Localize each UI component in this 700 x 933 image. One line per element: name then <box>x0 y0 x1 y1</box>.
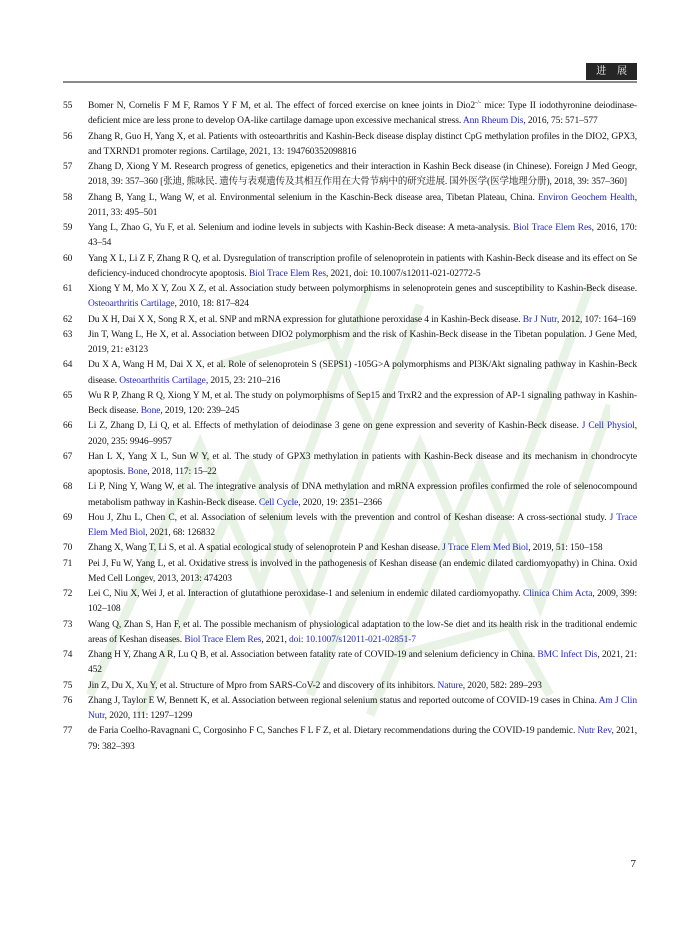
reference-text <box>88 252 637 283</box>
reference-number: 76 <box>63 695 73 706</box>
citation-text: , 2021, 68: 126832 <box>145 528 215 538</box>
section-tag: 进 展 <box>586 63 637 80</box>
citation-text: Hou J, Zhu L, Chen C, et al. Association of selenium levels with the prevention and control of Keshan disease: A cross-sectional study. <box>88 512 610 523</box>
reference-item <box>63 450 637 481</box>
reference-item <box>63 557 637 588</box>
citation-text: Li P, Ning Y, Wang W, et al. The integrative analysis of DNA methylation and mRNA expression profiles confirmed the role of selenocompound metabolism pathway in Kashin-Beck disease. <box>88 482 637 508</box>
citation-text: Zhang H Y, Zhang A R, Lu Q B, et al. Association between fatality rate of COVID-19 and selenium deficiency in China. <box>88 650 538 660</box>
citation-text: Zhang B, Yang L, Wang W, et al. Environmental selenium in the Kaschin-Beck disease area, Tibetan Plateau, China. <box>88 192 538 203</box>
reference-item <box>63 282 637 313</box>
reference-item <box>63 541 637 556</box>
citation-text: Xiong Y M, Mo X Y, Zou X Z, et al. Association study between polymorphisms in selenoprotein genes and susceptibility to Kashin-Beck disease. <box>88 284 637 294</box>
journal-link[interactable]: Am J Clin Nutr <box>88 695 637 721</box>
journal-link[interactable]: Nature <box>437 680 463 691</box>
reference-text <box>88 618 637 649</box>
reference-number: 56 <box>63 131 73 142</box>
citation-text: , 2021, <box>261 634 290 645</box>
journal-link[interactable]: doi: 10.1007/s12011-021-02851-7 <box>289 634 416 645</box>
citation-text: Yang X L, Li Z F, Zhang R Q, et al. Dysregulation of transcription profile of selenoprotein in patients with Kashin-Beck disease and its effect on Se deficiency-induced chondrocyte apoptosis. <box>88 253 637 279</box>
citation-text: Jin T, Wang L, He X, et al. Association between DIO2 polymorphism and the risk of Kashin-Beck disease in the Tibetan population. J Gene Med, 2019, 21: e3123 <box>88 329 637 355</box>
citation-text: Du X H, Dai X X, Song R X, et al. SNP and mRNA expression for glutathione peroxidase 4 in Kashin-Beck disease. <box>88 314 523 325</box>
citation-text: Wang Q, Zhan S, Han F, et al. The possible mechanism of physiological adaptation to the low-Se diet and its health risk in the traditional endemic areas of Keshan diseases. <box>88 619 637 645</box>
reference-number: 72 <box>63 589 73 599</box>
reference-number: 68 <box>63 482 73 493</box>
reference-item <box>63 389 637 420</box>
citation-text: Li Z, Zhang D, Li Q, et al. Effects of methylation of deiodinase 3 gene on gene expression and severity of Kashin-Beck disease. <box>88 421 582 432</box>
reference-item <box>63 160 637 191</box>
citation-text: , 2019, 120: 239–245 <box>160 406 240 416</box>
citation-text: Zhang X, Wang T, Li S, et al. A spatial ecological study of selenoprotein P and Keshan disease. <box>88 543 443 554</box>
reference-text <box>88 328 637 359</box>
reference-text <box>88 221 637 252</box>
citation-text: , 2018, 117: 15–22 <box>147 467 217 477</box>
reference-number: 74 <box>63 650 73 660</box>
citation-text: , 2011, 33: 495–501 <box>88 192 637 218</box>
citation-text: , 2020, 235: 9946–9957 <box>88 421 638 447</box>
citation-text: Du X A, Wang H M, Dai X X, et al. Role of selenoprotein S (SEPS1) -105G>A polymorphisms and PI3K/Akt signaling pathway in Kashin-Beck disease. <box>88 360 637 386</box>
reference-item <box>63 724 637 755</box>
reference-item <box>63 679 637 694</box>
reference-text <box>88 160 637 191</box>
journal-link[interactable]: Osteoarthritis Cartilage <box>88 299 175 310</box>
journal-link[interactable]: Nutr Rev <box>577 726 612 737</box>
journal-link[interactable]: J Trace Elem Med Biol <box>88 512 638 538</box>
reference-number: 62 <box>63 314 73 325</box>
reference-number: 64 <box>63 360 73 371</box>
reference-item <box>63 313 637 328</box>
reference-number: 59 <box>63 223 73 233</box>
journal-link[interactable]: J Cell Physiol <box>581 421 635 432</box>
citation-text: , 2020, 582: 289–293 <box>462 680 542 691</box>
reference-item <box>63 694 637 725</box>
citation-text: , 2019, 51: 150–158 <box>528 543 603 554</box>
citation-text: , 2009, 399: 102–108 <box>88 589 637 615</box>
reference-list <box>63 99 637 755</box>
reference-text <box>88 450 637 481</box>
reference-text <box>88 480 637 511</box>
reference-item <box>63 648 637 679</box>
journal-link[interactable]: J Trace Elem Med Biol <box>442 543 529 554</box>
reference-text <box>88 511 637 542</box>
citation-text: Zhang R, Guo H, Yang X, et al. Patients with osteoarthritis and Kashin-Beck disease display distinct CpG methylation profiles in the DIO2, GPX3, and TXRND1 promoter regions. Cartilage, 2021, 13: 194760352098816 <box>88 131 637 157</box>
journal-link[interactable]: Biol Trace Elem Res <box>512 223 592 233</box>
citation-text: Bomer N, Cornelis F M F, Ramos Y F M, et al. The effect of forced exercise on knee joints in Dio2 <box>88 101 476 111</box>
citation-text: , 2015, 23: 210–216 <box>205 375 281 386</box>
journal-link[interactable]: Ann Rheum Dis <box>462 116 524 127</box>
reference-number: 58 <box>63 192 73 203</box>
journal-link[interactable]: Clinica Chim Acta <box>522 589 593 599</box>
superscript-text: -/- <box>475 98 482 106</box>
citation-text: , 2010, 18: 817–824 <box>174 299 249 310</box>
reference-text <box>88 557 637 588</box>
reference-text <box>88 130 637 161</box>
reference-item <box>63 130 637 161</box>
header-rule <box>63 81 637 83</box>
citation-text: , 2021, 79: 382–393 <box>88 726 637 752</box>
reference-item <box>63 191 637 222</box>
citation-text: Han L X, Yang X L, Sun W Y, et al. The study of GPX3 methylation in patients with Kashin-Beck disease and its mechanism in chondrocyte apoptosis. <box>88 451 637 477</box>
citation-text: Lei C, Niu X, Wei J, et al. Interaction of glutathione peroxidase-1 and selenium in endemic dilated cardiomyopathy. <box>88 589 523 599</box>
reference-text <box>88 358 637 389</box>
reference-item <box>63 252 637 283</box>
reference-number: 57 <box>63 162 73 172</box>
journal-link[interactable]: Br J Nutr <box>522 314 557 325</box>
reference-number: 65 <box>63 390 73 401</box>
citation-text: Zhang D, Xiong Y M. Research progress of genetics, epigenetics and their interaction in Kashin Beck disease (in Chinese). Foreign J Med Geogr, 2018, 39: 357–360 [张迪, 熊咏民. 遗传与表观遗传及其相互作用在大骨节病中的研究进展. 国外医学(医学地理分册), 2018, 39: 357–360] <box>88 162 637 188</box>
reference-text <box>88 389 637 420</box>
reference-text <box>88 99 637 130</box>
reference-text <box>88 724 637 755</box>
reference-text <box>88 191 637 222</box>
citation-text: , 2016, 75: 571–577 <box>523 116 598 127</box>
reference-text <box>88 694 637 725</box>
journal-link[interactable]: BMC Infect Dis <box>537 650 598 660</box>
journal-link[interactable]: Environ Geochem Health <box>537 192 635 203</box>
reference-item <box>63 99 637 130</box>
citation-text: mice: Type II iodothyronine deiodinase-deficient mice are less prone to develop OA-like cartilage damage upon excessive mechanical stress. <box>88 101 637 127</box>
citation-text: Zhang J, Taylor E W, Bennett K, et al. Association between regional selenium status and reported outcome of COVID-19 cases in China. <box>88 695 599 706</box>
reference-item <box>63 511 637 542</box>
reference-item <box>63 328 637 359</box>
citation-text: , 2016, 170: 43–54 <box>88 223 637 249</box>
citation-text: Pei J, Fu W, Yang L, et al. Oxidative stress is involved in the pathogenesis of Keshan disease (an endemic dilated cardiomyopathy) in China. Oxid Med Cell Longev, 2013, 2013: 474203 <box>88 558 637 584</box>
reference-number: 69 <box>63 512 73 523</box>
reference-number: 61 <box>63 284 73 294</box>
citation-text: , 2021, doi: 10.1007/s12011-021-02772-5 <box>325 268 481 279</box>
reference-number: 77 <box>63 726 73 737</box>
reference-text <box>88 541 637 556</box>
reference-text <box>88 679 637 694</box>
reference-item <box>63 480 637 511</box>
page-number: 7 <box>630 858 636 870</box>
reference-item <box>63 358 637 389</box>
citation-text: Yang L, Zhao G, Yu F, et al. Selenium and iodine levels in subjects with Kashin-Beck disease: A meta-analysis. <box>88 223 513 233</box>
reference-number: 70 <box>63 543 73 554</box>
reference-text <box>88 648 637 679</box>
citation-text: , 2012, 107: 164–169 <box>556 314 636 325</box>
journal-link[interactable]: Osteoarthritis Cartilage <box>119 375 206 386</box>
reference-item <box>63 587 637 618</box>
journal-link[interactable]: Biol Trace Elem Res <box>184 634 262 645</box>
reference-number: 66 <box>63 421 73 432</box>
citation-text: Jin Z, Du X, Xu Y, et al. Structure of Mpro from SARS-CoV-2 and discovery of its inhibitors. <box>88 680 438 691</box>
citation-text: , 2021, 21: 452 <box>88 650 637 676</box>
journal-link[interactable]: Cell Cycle <box>258 497 299 508</box>
citation-text: , 2020, 19: 2351–2366 <box>298 497 382 508</box>
reference-number: 75 <box>63 680 73 691</box>
reference-number: 67 <box>63 451 73 462</box>
journal-link[interactable]: Biol Trace Elem Res <box>248 268 326 279</box>
reference-number: 71 <box>63 558 73 569</box>
citation-text: Wu R P, Zhang R Q, Xiong Y M, et al. The study on polymorphisms of Sep15 and TrxR2 and the expression of AP-1 signaling pathway in Kashin-Beck disease. <box>88 390 637 416</box>
citation-text: , 2020, 111: 1297–1299 <box>104 711 193 721</box>
citation-text: de Faria Coelho-Ravagnani C, Corgosinho F C, Sanches F L F Z, et al. Dietary recommendations during the COVID-19 pandemic. <box>88 726 578 737</box>
reference-text <box>88 282 637 313</box>
reference-item <box>63 618 637 649</box>
reference-item <box>63 419 637 450</box>
journal-link[interactable]: Bone <box>127 467 148 477</box>
reference-text <box>88 419 637 450</box>
reference-item <box>63 221 637 252</box>
reference-text <box>88 587 637 618</box>
reference-number: 73 <box>63 619 73 630</box>
reference-number: 60 <box>63 253 73 264</box>
journal-link[interactable]: Bone <box>140 406 161 416</box>
reference-number: 63 <box>63 329 73 340</box>
reference-text <box>88 313 637 328</box>
reference-number: 55 <box>63 101 73 111</box>
